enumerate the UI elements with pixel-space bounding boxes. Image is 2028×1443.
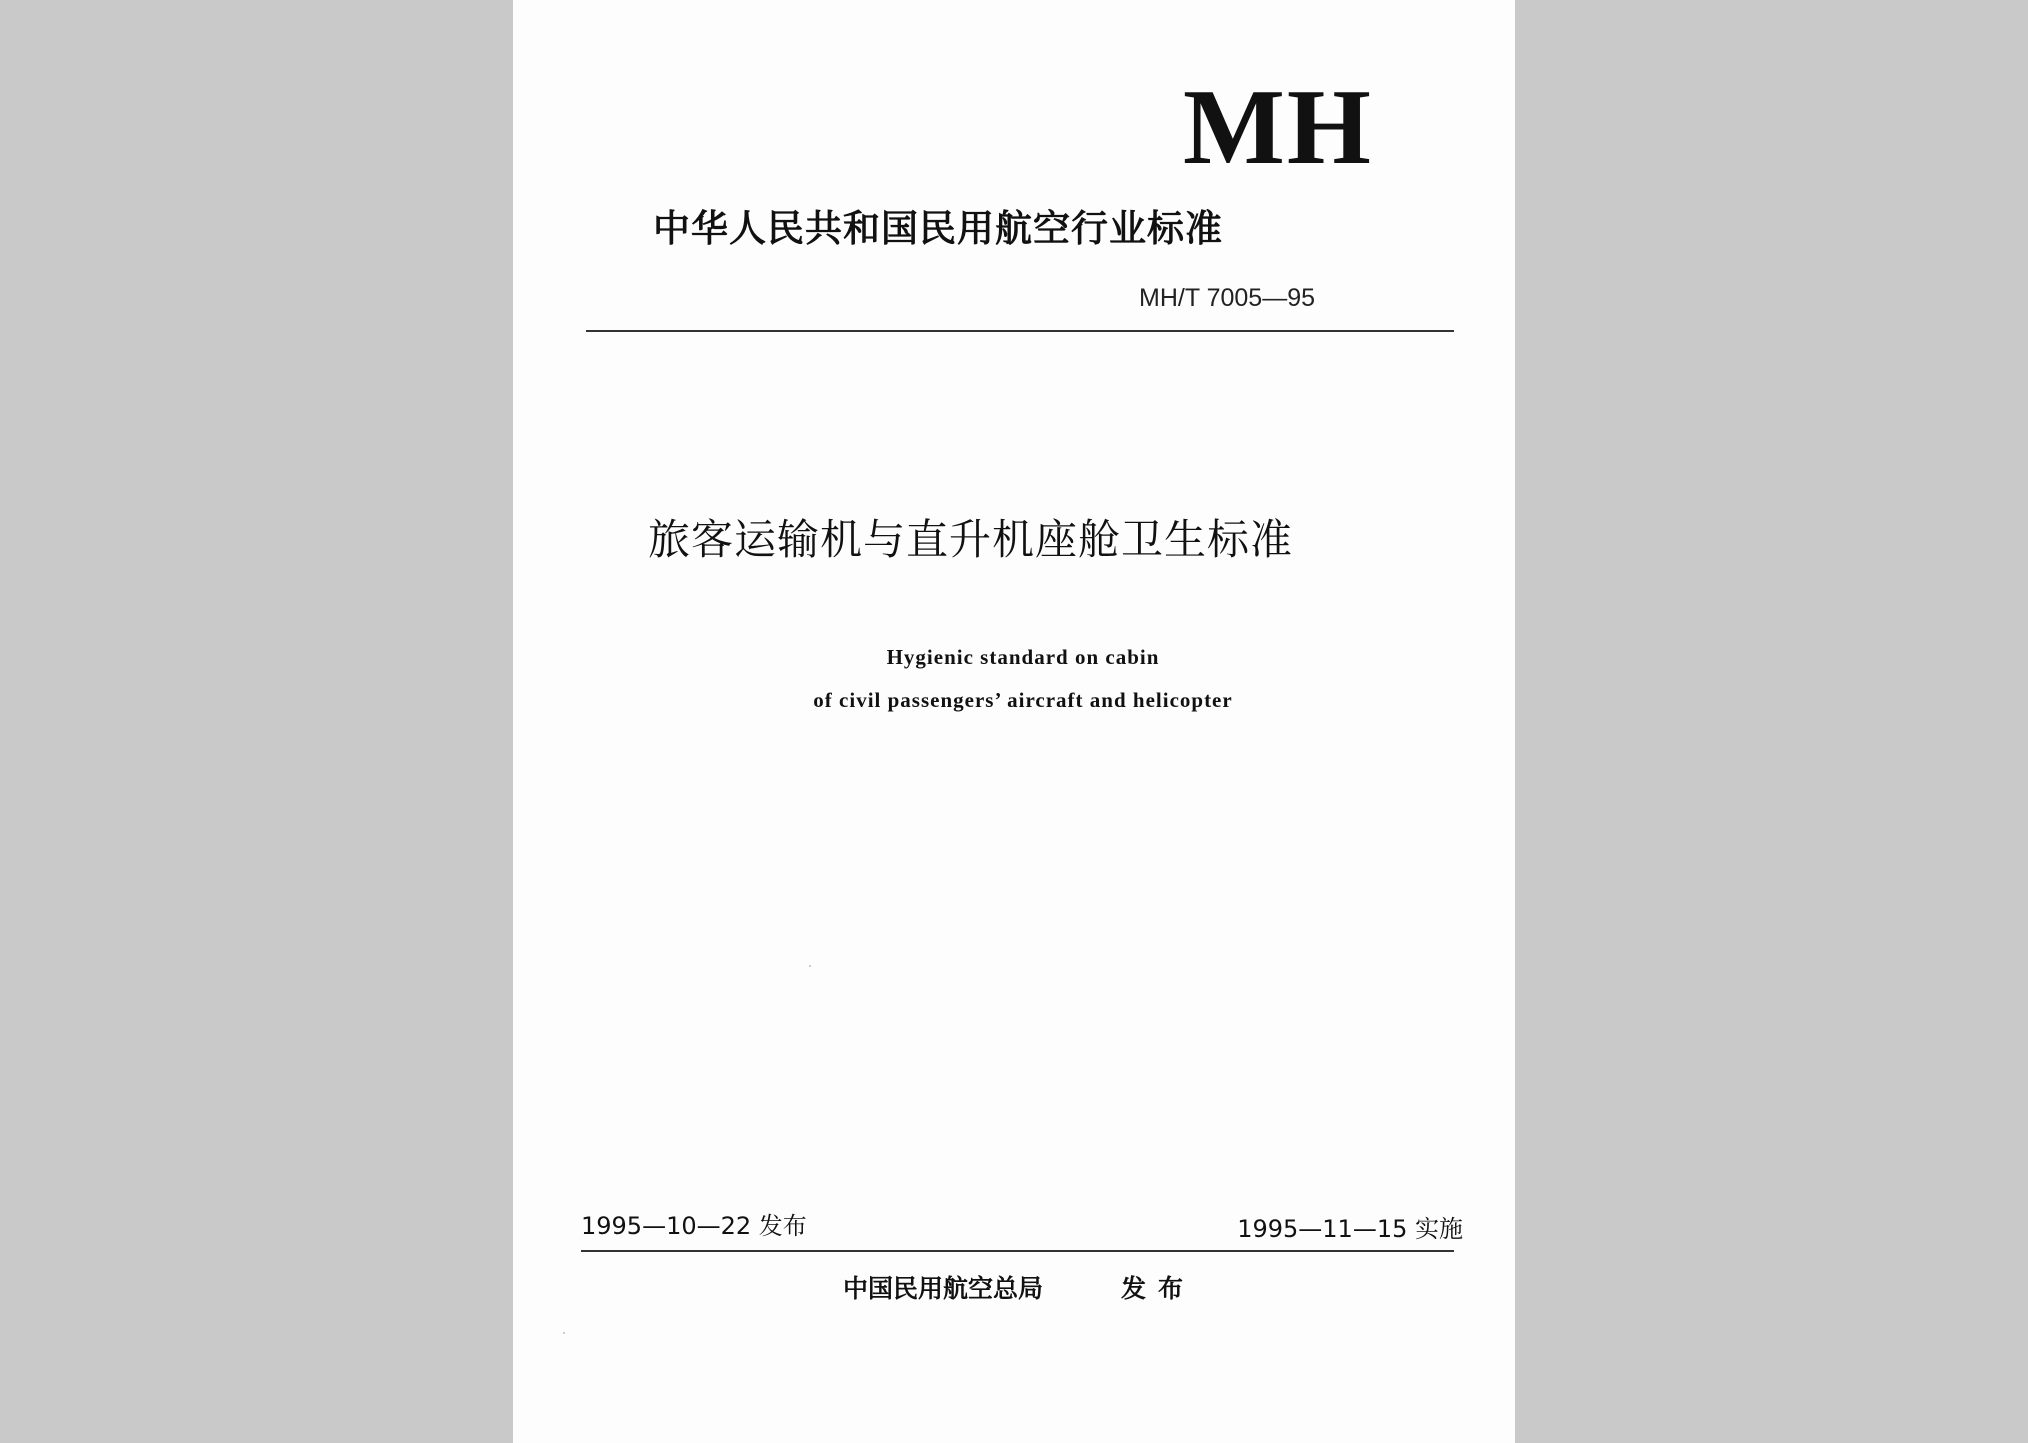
bottom-divider bbox=[581, 1250, 1454, 1252]
publisher-action: 发布 bbox=[1121, 1274, 1196, 1303]
document-title-english bbox=[613, 636, 1433, 722]
english-title-line-2: of civil passengers’ aircraft and helicopter bbox=[813, 688, 1233, 712]
document-title-chinese: 旅客运输机与直升机座舱卫生标准 bbox=[648, 515, 1294, 564]
publisher-line bbox=[843, 1272, 1243, 1306]
english-title-line-1: Hygienic standard on cabin bbox=[886, 645, 1160, 669]
top-divider bbox=[586, 330, 1454, 332]
scan-speck bbox=[563, 1332, 565, 1334]
mh-logo: MH bbox=[1183, 68, 1373, 187]
document-page bbox=[513, 0, 1515, 1443]
implementation-date: 1995—11—15 实施 bbox=[1237, 1215, 1463, 1243]
scan-speck bbox=[809, 965, 811, 967]
publisher-name: 中国民用航空总局 bbox=[843, 1274, 1044, 1303]
issue-date: 1995—10—22 发布 bbox=[581, 1212, 807, 1240]
industry-standard-title: 中华人民共和国民用航空行业标准 bbox=[653, 207, 1223, 250]
standard-number: MH/T 7005—95 bbox=[1139, 284, 1316, 312]
